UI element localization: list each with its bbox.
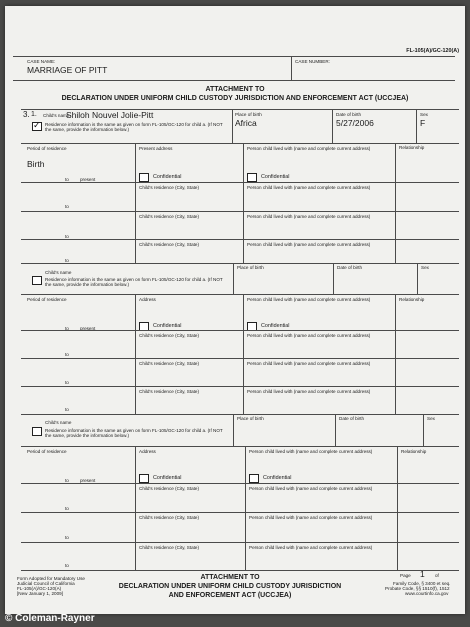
childs-residence-label: Child's residence (City, State) [139,214,200,219]
child1-place-of-birth: Africa [235,118,257,128]
title-line1: ATTACHMENT TO [205,86,265,93]
footer-adopted: Form Adopted for Mandatory Use [17,576,85,581]
title-line2: DECLARATION UNDER UNIFORM CHILD CUSTODY JURISDICTION AND ENFORCEMENT ACT (UCCJEA) [61,95,409,102]
place-of-birth-label: Place of birth [237,416,264,421]
sex-label: Sex [427,416,435,421]
present-label: present [80,177,96,182]
present-address-label: Present address [139,146,173,151]
child1-sex: F [420,118,426,128]
address-label: Address [139,297,156,302]
sex-label: Sex [421,265,429,270]
to-label: to [65,352,69,357]
person-lived-with-label: Person child lived with (name and complete current address) [247,389,371,394]
place-of-birth-label: Place of birth [235,112,262,117]
page-of-label: of [435,573,439,578]
childs-residence-label: Child's residence (City, State) [139,333,200,338]
footer-date: [New January 1, 2009] [17,591,63,596]
confidential-checkbox[interactable] [139,474,149,483]
photo-credit: © Coleman-Rayner [5,613,95,624]
childs-name-label: Child's name [43,113,70,118]
childs-residence-label: Child's residence (City, State) [139,242,200,247]
footer-website: www.courtinfo.ca.gov [405,591,449,596]
case-name-value: MARRIAGE OF PITT [27,65,108,75]
date-of-birth-label: Date of birth [337,265,363,270]
to-label: to [65,258,69,263]
to-label: to [65,563,69,568]
relationship-label: Relationship [399,145,425,150]
footer-probate-code: Probate Code, §§ 1510(f), 1512 [385,586,450,591]
confidential-label: Confidential [261,323,290,329]
child1-name: Shiloh Nouvel Jolie-Pitt [66,110,154,120]
person-lived-with-label: Person child lived with (name and complete current address) [249,486,373,491]
footer-council: Judicial Council of California [17,581,75,586]
confidential-label: Confidential [153,475,182,481]
residence-same-checkbox[interactable] [32,427,42,436]
person-lived-with-label: Person child lived with (name and complete current address) [247,242,371,247]
person-lived-with-label: Person child lived with (name and complete current address) [247,297,371,302]
childs-residence-label: Child's residence (City, State) [139,515,200,520]
item-number: 3. [23,110,30,119]
period-label: Period of residence [27,146,67,151]
date-of-birth-label: Date of birth [339,416,365,421]
present-label: present [80,478,96,483]
form-number: FL-105(A)/GC-120(A) [406,48,459,54]
confidential-checkbox[interactable] [139,173,149,182]
to-label: to [65,407,69,412]
footer-title-line3: AND ENFORCEMENT ACT (UCCJEA) [168,592,292,599]
page-number: 1 [420,569,425,579]
to-label: to [65,326,69,331]
confidential-label: Confidential [261,174,290,180]
childs-name-label: Child's name [45,420,72,425]
residence-same-checkbox[interactable] [32,122,42,131]
childs-name-label: Child's name [45,270,72,275]
footer-title-line1: ATTACHMENT TO [200,574,260,581]
period-label: Period of residence [27,297,67,302]
item-sub-number: 1. [31,111,37,118]
childs-residence-label: Child's residence (City, State) [139,545,200,550]
confidential-label: Confidential [263,475,292,481]
confidential-checkbox[interactable] [247,173,257,182]
to-label: to [65,177,69,182]
date-of-birth-label: Date of birth [336,112,362,117]
confidential-checkbox[interactable] [249,474,259,483]
address-label: Address [139,449,156,454]
relationship-label: Relationship [401,449,427,454]
page-label: Page [400,573,411,578]
case-name-label: CASE NAME: [27,59,56,64]
person-lived-with-label: Person child lived with (name and complete current address) [249,449,373,454]
footer-form-number: FL-105(A)/GC-120(A) [17,586,62,591]
to-label: to [65,204,69,209]
period-label: Period of residence [27,449,67,454]
person-lived-with-label: Person child lived with (name and complete current address) [249,545,373,550]
childs-residence-label: Child's residence (City, State) [139,185,200,190]
person-lived-with-label: Person child lived with (name and complete current address) [249,515,373,520]
case-number-label: CASE NUMBER: [295,59,330,64]
person-lived-with-label: Person child lived with (name and complete current address) [247,146,371,151]
present-label: present [80,326,96,331]
child1-period-start: Birth [27,159,45,169]
person-lived-with-label: Person child lived with (name and complete current address) [247,214,371,219]
to-label: to [65,478,69,483]
person-lived-with-label: Person child lived with (name and complete current address) [247,333,371,338]
form-page [5,6,465,614]
to-label: to [65,380,69,385]
childs-residence-label: Child's residence (City, State) [139,361,200,366]
sex-label: Sex [420,112,428,117]
person-lived-with-label: Person child lived with (name and complete current address) [247,185,371,190]
to-label: to [65,506,69,511]
confidential-label: Confidential [153,323,182,329]
place-of-birth-label: Place of birth [237,265,264,270]
footer-family-code: Family Code, § 3400 et seq. [393,581,451,586]
person-lived-with-label: Person child lived with (name and complete current address) [247,361,371,366]
residence-same-text: Residence information is the same as given on form FL-105/GC-120 for child a. (If NOT the same, provide the information below.) [45,277,223,287]
residence-same-text: Residence information is the same as given on form FL-105/GC-120 for child a. (If NOT the same, provide the information below.) [45,122,223,132]
to-label: to [65,535,69,540]
footer-title-line2: DECLARATION UNDER UNIFORM CHILD CUSTODY JURISDICTION [118,583,342,590]
residence-same-checkbox[interactable] [32,276,42,285]
relationship-label: Relationship [399,297,425,302]
to-label: to [65,234,69,239]
childs-residence-label: Child's residence (City, State) [139,389,200,394]
childs-residence-label: Child's residence (City, State) [139,486,200,491]
child1-date-of-birth: 5/27/2006 [336,118,374,128]
residence-same-text: Residence information is the same as given on form FL-105/GC-120 for child a. (If NOT the same, provide the information below.) [45,428,223,438]
confidential-label: Confidential [153,174,182,180]
